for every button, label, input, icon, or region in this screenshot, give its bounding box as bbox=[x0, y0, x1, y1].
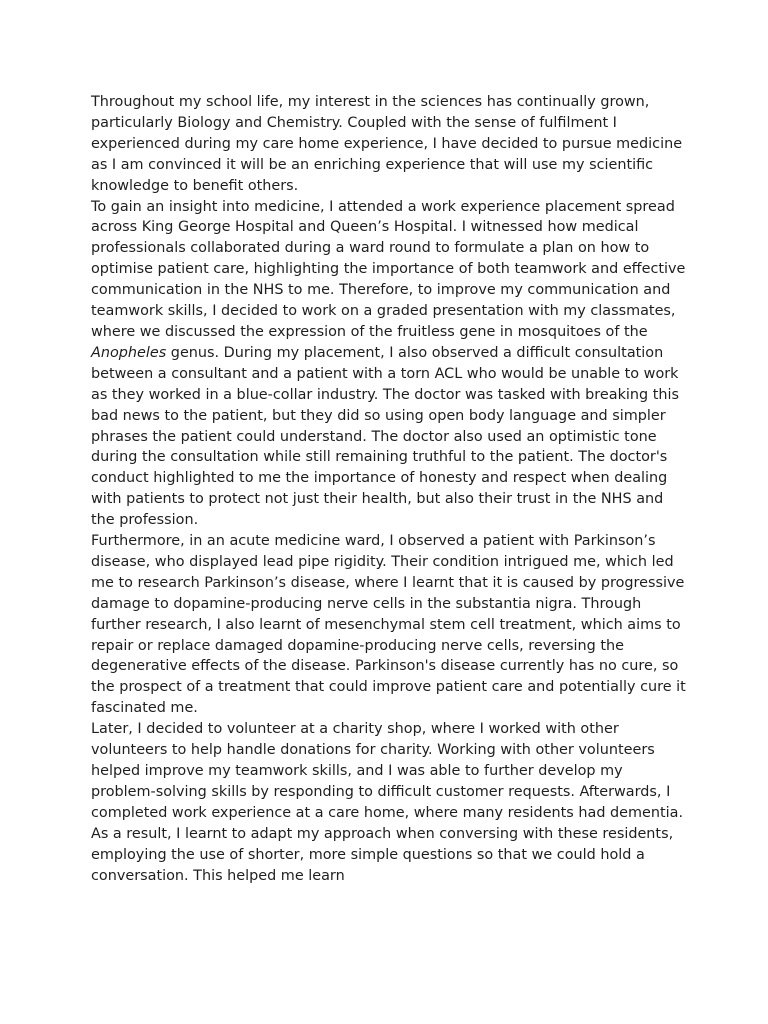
paragraph-parkinsons-research: Furthermore, in an acute medicine ward, I observed a patient with Parkinson’s disease, who displayed lead pipe rigidity. Their condition intrigued me, which led me to research Parkinson’s disease, where I learnt that it is caused by progressive damage to dopamine-producing nerve cells in the substantia nigra. Through further research, I also learnt of mesenchymal stem cell treatment, which aims to repair or replace damaged dopamine-producing nerve cells, reversing the degenerative effects of the disease. Parkinson's disease currently has no cure, so the prospect of a treatment that could improve patient care and potentially cure it fascinated me. bbox=[91, 533, 686, 717]
paragraph-placement-text-before: To gain an insight into medicine, I attended a work experience placement spread across King George Hospital and Queen’s Hospital. I witnessed how medical professionals collaborated during a ward round to formulate a plan on how to optimise patient care, highlighting the importance of both teamwork and effective communication in the NHS to me. Therefore, to improve my communication and teamwork skills, I decided to work on a graded presentation with my classmates, where we discussed the expression of the fruitless gene in mosquitoes of the bbox=[91, 198, 686, 340]
paragraph-volunteering: Later, I decided to volunteer at a charity shop, where I worked with other volunteers to help handle donations for charity. Working with other volunteers helped improve my teamwork skills, and I was able to further develop my problem-solving skills by responding to difficult customer requests. Afterwards, I completed work experience at a care home, where many residents had dementia. As a result, I learnt to adapt my approach when conversing with these residents, employing the use of shorter, more simple questions so that we could hold a conversation. This helped me learn bbox=[91, 721, 684, 884]
paragraph-work-experience-placement bbox=[91, 197, 691, 532]
paragraph-interest-in-sciences: Throughout my school life, my interest in the sciences has continually grown, particularly Biology and Chemistry. Coupled with the sense of fulfilment I experienced during my care home experience, I have decided to pursue medicine as I am convinced it will be an enriching experience that will use my scientific knowledge to benefit others. bbox=[91, 94, 683, 194]
statement-body bbox=[91, 92, 691, 886]
paragraph-placement-text-after: genus. During my placement, I also observed a difficult consultation between a consultant and a patient with a torn ACL who would be unable to work as they worked in a blue-collar industry. The doctor was tasked with breaking this bad news to the patient, but they did so using open body language and simpler phrases the patient could understand. The doctor also used an optimistic tone during the consultation while still remaining truthful to the patient. The doctor's conduct highlighted to me the importance of honesty and respect when dealing with patients to protect not just their health, but also their trust in the NHS and the profession. bbox=[91, 344, 679, 529]
paragraph-placement-genus-italic: Anopheles bbox=[91, 344, 167, 361]
